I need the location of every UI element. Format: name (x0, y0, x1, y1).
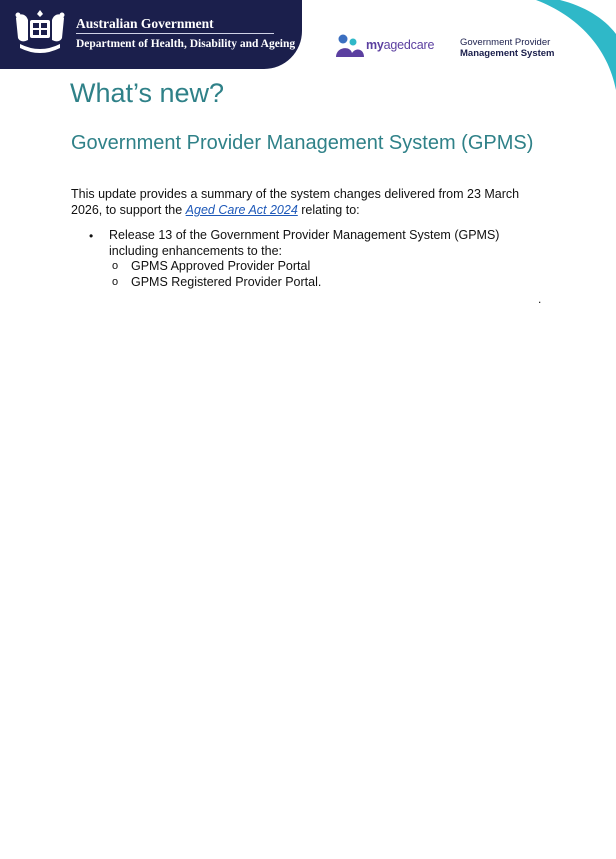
my-aged-care-wordmark (366, 38, 434, 52)
bullet-item-release-13: Release 13 of the Government Provider Management System (GPMS) including enhancements to the: (109, 228, 500, 258)
header-divider (76, 33, 274, 34)
government-header-band (0, 0, 302, 69)
my-aged-care-logo-icon (334, 33, 364, 59)
wordmark-agedcare: agedcare (383, 38, 435, 52)
aged-care-act-link[interactable]: Aged Care Act 2024 (185, 203, 298, 217)
stray-period-mark: . (538, 292, 542, 306)
department-name: Department of Health, Disability and Ageing (76, 38, 296, 50)
section-heading: Government Provider Management System (GPMS) (71, 132, 534, 154)
sub-item-registered-provider-portal: GPMS Registered Provider Portal. (131, 275, 322, 289)
sub-bullet-marker: o (112, 260, 119, 272)
government-name: Australian Government (76, 16, 214, 31)
gpms-logo-line2: Management System (460, 48, 555, 59)
sub-item-approved-provider-portal: GPMS Approved Provider Portal (131, 259, 311, 273)
page-title: What’s new? (70, 78, 225, 108)
coat-of-arms-icon (10, 6, 70, 60)
intro-text-end: relating to: (297, 203, 360, 217)
intro-text-start: This update provides a summary of the system changes delivered from 23 March 2026, to support the (71, 187, 520, 217)
sub-bullet-marker: o (112, 276, 119, 288)
intro-paragraph (71, 186, 541, 218)
bullet-marker: • (89, 229, 94, 243)
gpms-logo-line1: Government Provider (460, 37, 551, 48)
wordmark-my: my (366, 38, 384, 52)
